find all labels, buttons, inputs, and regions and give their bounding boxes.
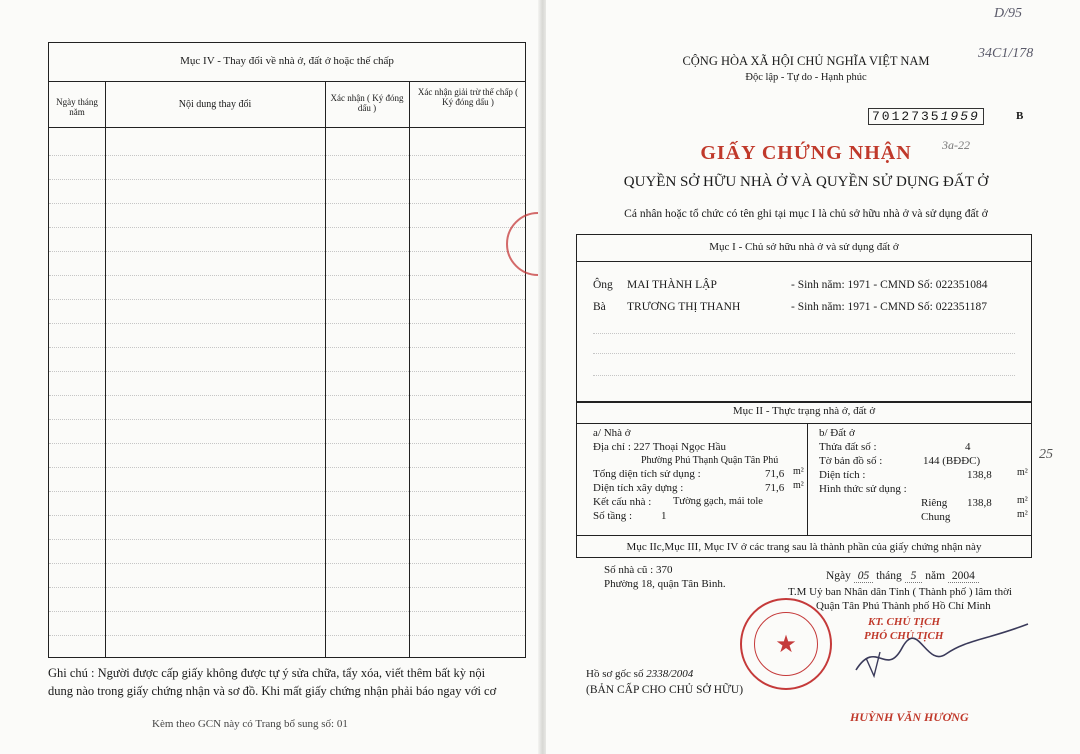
land-area-unit: m² — [1017, 467, 1028, 478]
house-heading: a/ Nhà ở — [593, 427, 631, 439]
owner-2-name: TRƯƠNG THỊ THANH — [627, 301, 741, 313]
serial-printed: 7012735 — [872, 109, 941, 124]
owner-2-prefix: Bà — [593, 301, 606, 313]
land-heading: b/ Đất ở — [819, 427, 855, 439]
built-area-label: Diện tích xây dựng : — [593, 482, 684, 494]
file-number — [586, 668, 693, 680]
shared-unit: m² — [1017, 509, 1028, 520]
old-ward: Phường 18, quận Tân Bình. — [604, 578, 726, 590]
date-year-label: năm — [925, 570, 946, 582]
usage-label: Hình thức sử dụng : — [819, 483, 907, 495]
star-emblem-icon: ★ — [775, 632, 797, 658]
structure-value: Tường gạch, mái tole — [673, 496, 763, 507]
signer-name: HUỲNH VĂN HƯƠNG — [850, 710, 969, 724]
private-unit: m² — [1017, 495, 1028, 506]
handwritten-code-1: D/95 — [994, 6, 1022, 21]
signer-title-2: PHÓ CHỦ TỊCH — [864, 630, 944, 642]
land-area-value: 138,8 — [967, 469, 992, 481]
total-area-label: Tổng diện tích sử dụng : — [593, 468, 701, 480]
section1-title: Mục I - Chủ sở hữu nhà ở và sử dụng đất ở — [709, 241, 899, 253]
signature — [846, 618, 1036, 688]
section2-box — [576, 402, 1053, 558]
serial-suffix: B — [1016, 110, 1024, 122]
section-note: Mục IIc,Mục III, Mục IV ở các trang sau là thành phần của giấy chứng nhận này — [626, 541, 982, 553]
shared-label: Chung — [921, 511, 951, 523]
owner-1-prefix: Ông — [593, 279, 613, 291]
title-handwritten-note: 3a-22 — [942, 138, 970, 152]
map-value: 144 (BĐĐC) — [923, 455, 981, 467]
house-address — [593, 441, 726, 453]
land-area-label: Diện tích : — [819, 469, 866, 481]
date-month-label: tháng — [876, 570, 902, 582]
section4-title: Mục IV - Thay đổi về nhà ở, đất ở hoặc thế chấp — [180, 55, 394, 67]
republic-header: CỘNG HÒA XÃ HỘI CHỦ NGHĨA VIỆT NAM — [682, 54, 930, 68]
private-value: 138,8 — [967, 497, 992, 509]
issued-to: (BẢN CẤP CHO CHỦ SỞ HỮU) — [586, 684, 744, 696]
plot-value: 4 — [965, 441, 971, 453]
intro-line: Cá nhân hoặc tổ chức có tên ghi tại mục I là chủ sở hữu nhà ở và sử dụng đất ở — [624, 208, 988, 220]
serial-handwritten: 1959 — [940, 109, 980, 124]
signer-title-1: KT. CHỦ TỊCH — [868, 616, 941, 628]
map-handwritten: 25 — [1039, 447, 1053, 462]
section4-table — [48, 42, 526, 658]
committee-line: T.M Uỷ ban Nhân dân Tỉnh ( Thành phố ) lâm thời — [788, 586, 1012, 598]
address-value: 227 Thoại Ngọc Hầu — [633, 441, 727, 453]
house-address-2: Phường Phú Thạnh Quận Tân Phú — [641, 455, 779, 466]
handwritten-code-2: 34C1/178 — [978, 46, 1034, 61]
floors-label: Số tầng : — [593, 510, 633, 522]
built-area-value: 71,6 — [765, 482, 785, 494]
date-month: 5 — [905, 570, 923, 583]
floors-value: 1 — [661, 510, 667, 522]
col-release-header: Xác nhận giải trừ thế chấp ( Ký đóng dấu ) — [417, 87, 519, 107]
plot-label: Thửa đất số : — [819, 441, 877, 453]
col-date-header: Ngày tháng năm — [56, 97, 98, 117]
owner-1-name: MAI THÀNH LẬP — [627, 279, 717, 291]
motto: Độc lập - Tự do - Hạnh phúc — [745, 72, 867, 83]
note-line-1: Ghi chú : Người được cấp giấy không được tự ý sửa chữa, tẩy xóa, viết thêm bất kỳ nội — [48, 666, 486, 680]
section1-box — [576, 234, 1032, 402]
total-area-unit: m² — [793, 466, 804, 477]
total-area-value: 71,6 — [765, 468, 785, 480]
date-day: 05 — [854, 570, 874, 583]
owner-1-birth: - Sinh năm: 1971 - CMND Số: 022351084 — [791, 279, 988, 291]
date-year: 2004 — [948, 570, 979, 583]
certificate-subtitle: QUYỀN SỞ HỮU NHÀ Ở VÀ QUYỀN SỬ DỤNG ĐẤT Ở — [623, 174, 989, 190]
old-house-number: Số nhà cũ : 370 — [604, 564, 673, 576]
file-number-value: 2338/2004 — [646, 668, 694, 680]
official-stamp — [740, 598, 832, 690]
committee-line-2: Quận Tân Phú Thành phố Hồ Chí Minh — [816, 600, 991, 612]
certificate-title: GIẤY CHỨNG NHẬN — [700, 142, 912, 164]
address-label: Địa chỉ : — [593, 441, 631, 453]
note-line-2: dung nào trong giấy chứng nhận và sơ đồ. Khi mất giấy chứng nhận phải báo ngay với cơ — [48, 684, 497, 698]
col-content-header: Nội dung thay đổi — [178, 99, 252, 110]
file-label: Hồ sơ gốc số — [586, 668, 644, 680]
structure-label: Kết cấu nhà : — [593, 496, 652, 508]
issue-date — [826, 570, 979, 583]
col-confirm-header: Xác nhận ( Ký đóng dấu ) — [330, 93, 404, 113]
serial-number — [868, 108, 984, 125]
right-page — [546, 0, 1080, 754]
built-area-unit: m² — [793, 480, 804, 491]
supplement-footer: Kèm theo GCN này có Trang bổ sung số: 01 — [152, 718, 348, 730]
owner-2-birth: - Sinh năm: 1971 - CMND Số: 022351187 — [791, 301, 988, 313]
map-label: Tờ bản đồ số : — [819, 455, 883, 467]
date-prefix: Ngày — [826, 570, 851, 582]
section2-title: Mục II - Thực trạng nhà ở, đất ở — [732, 405, 876, 417]
private-label: Riêng — [921, 497, 948, 509]
